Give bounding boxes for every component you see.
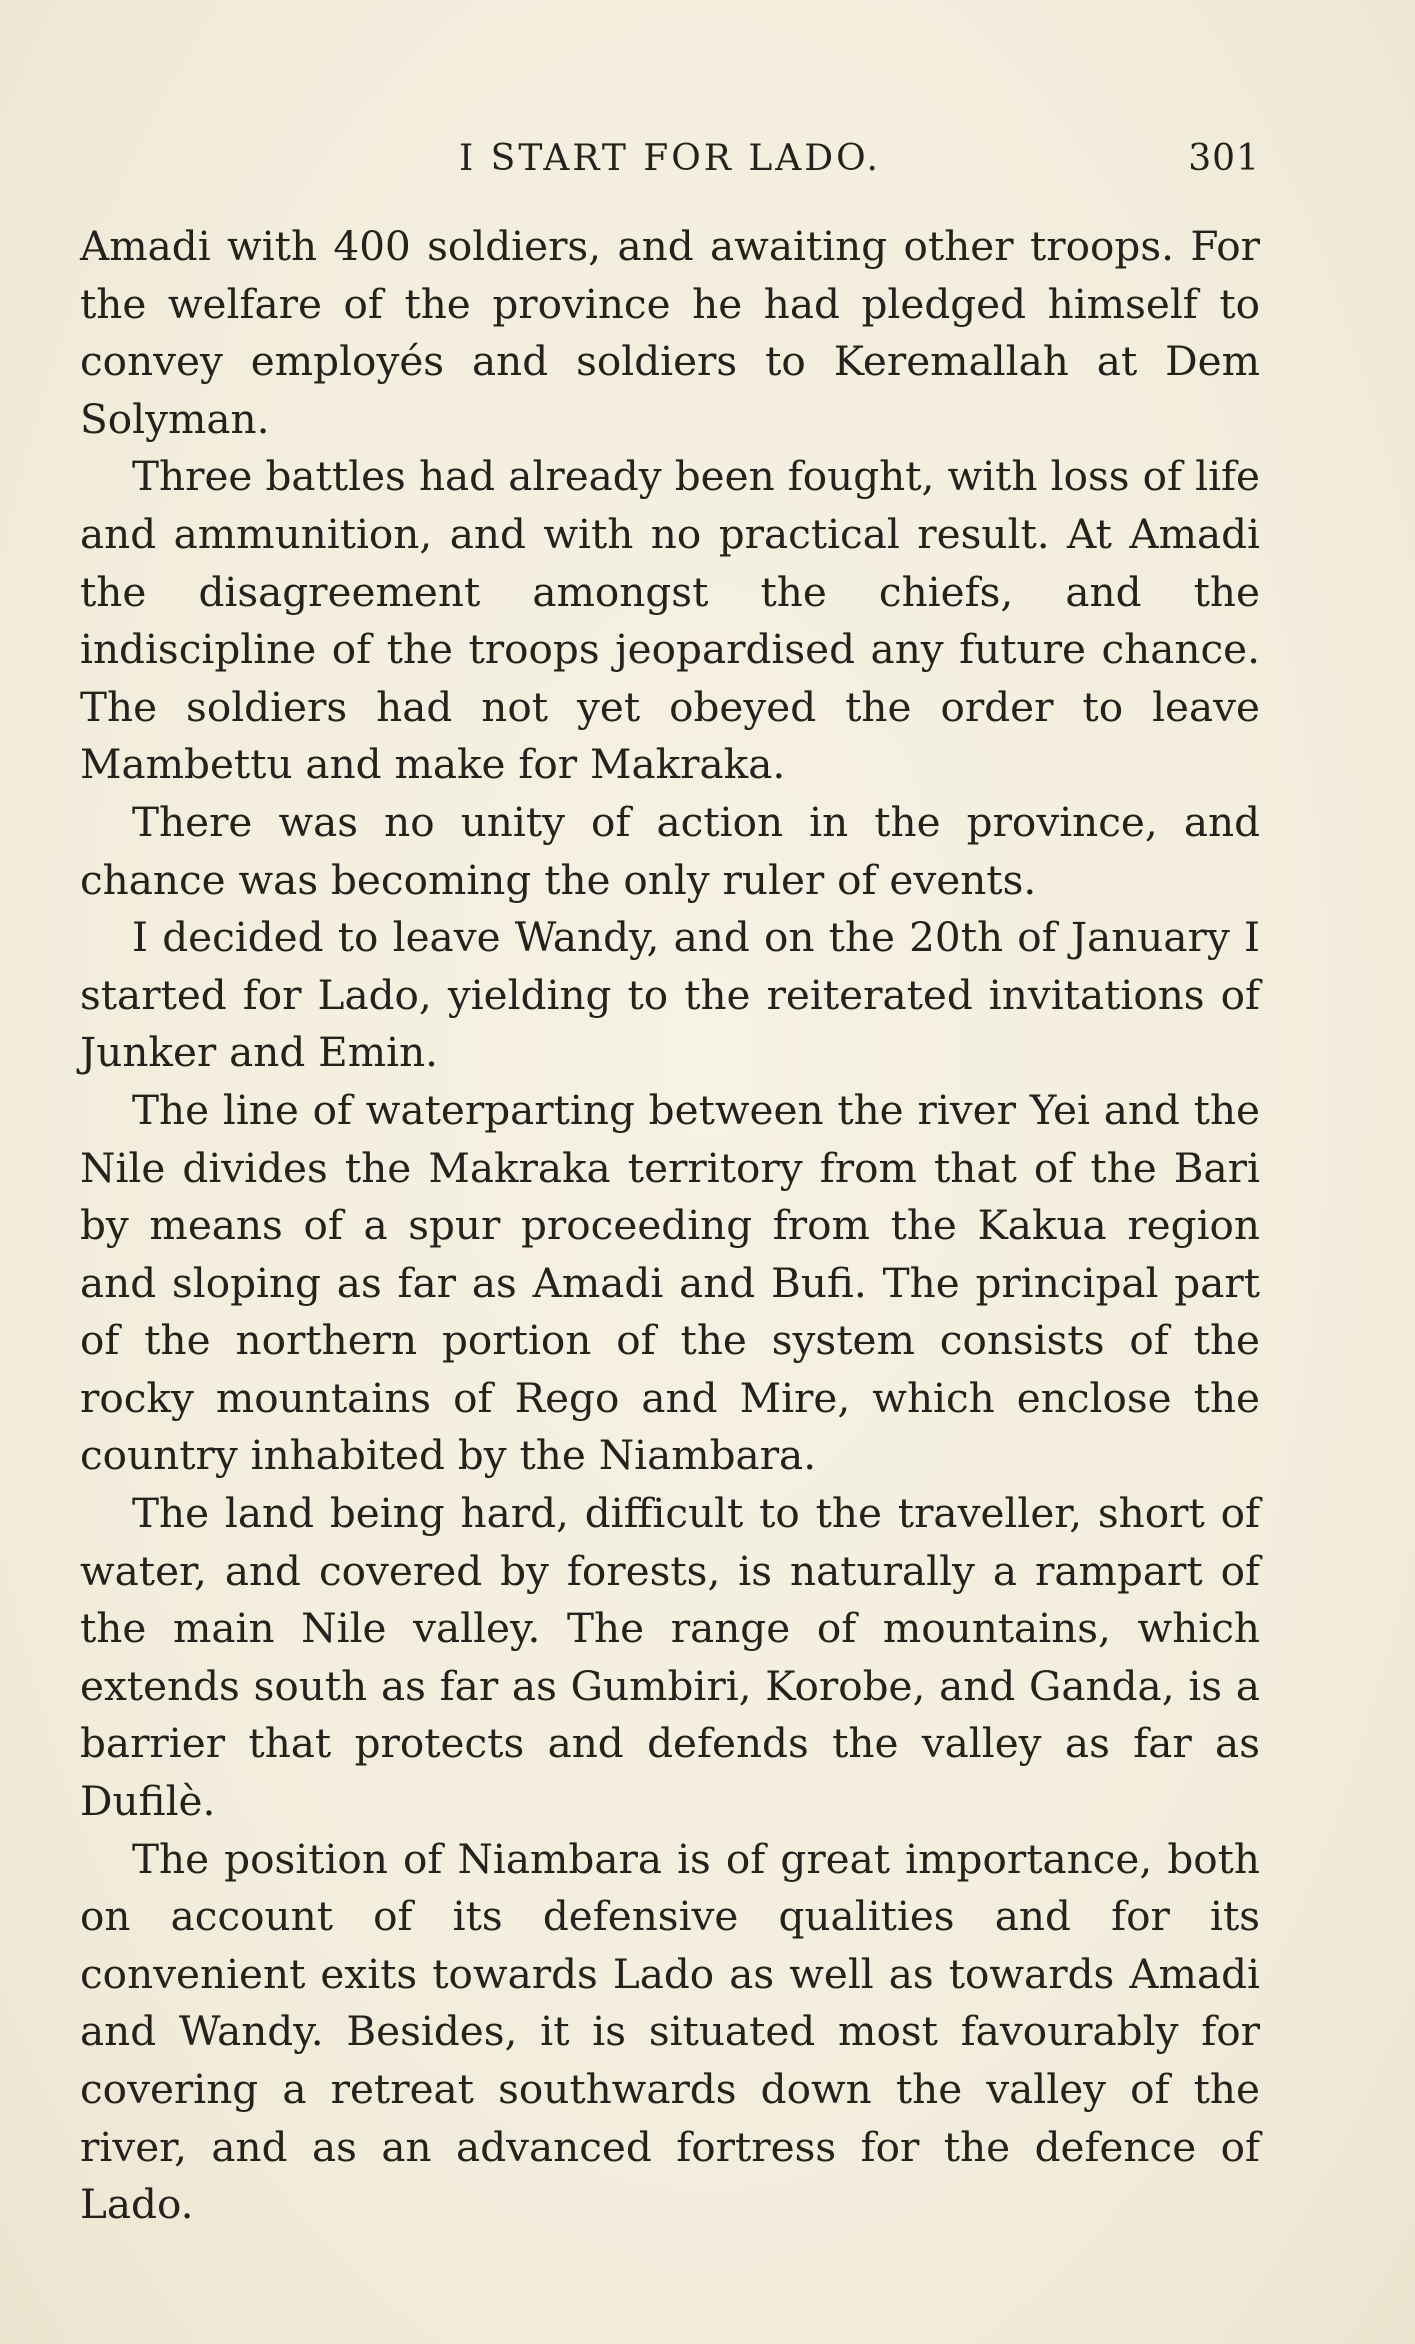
page-number: 301 — [1188, 138, 1260, 179]
paragraph: I decided to leave Wandy, and on the 20th of January I started for Lado, yielding to the reiterated invitations of Junker and Emin. — [80, 913, 1260, 1077]
paragraph-continued: Amadi with 400 soldiers, and awaiting other troops. For the welfare of the province he had pledged himself to convey employés and soldiers to Keremallah at Dem Solyman. — [80, 222, 1260, 443]
paragraph: The line of waterparting between the river Yei and the Nile divides the Makraka territory from that of the Bari by means of a spur proceeding from the Kakua region and sloping as far as Amadi and Bufi. The principal part of the northern portion of the system consists of the rocky mountains of Rego and Mire, which enclose the country inhabited by the Niambara. — [80, 1085, 1260, 1480]
running-head — [80, 138, 1260, 188]
chapter-running-title: I START FOR LADO. — [459, 138, 881, 179]
body-text — [80, 218, 1260, 2234]
paragraph: The position of Niambara is of great importance, both on account of its defensive qualities and for its convenient exits towards Lado as well as towards Amadi and Wandy. Besides, it is situated most favourably for covering a retreat southwards down the valley of the river, and as an advanced fortress for the defence of Lado. — [80, 1834, 1260, 2229]
paragraph: Three battles had already been fought, with loss of life and ammunition, and with no practical result. At Amadi the disagreement amongst the chiefs, and the indiscipline of the troops jeopardised any future chance. The soldiers had not yet obeyed the order to leave Mambettu and make for Makraka. — [80, 452, 1260, 789]
paragraph: There was no unity of action in the province, and chance was becoming the only ruler of events. — [80, 797, 1260, 904]
paragraph: The land being hard, difficult to the traveller, short of water, and covered by forests, is naturally a rampart of the main Nile valley. The range of mountains, which extends south as far as Gumbiri, Korobe, and Ganda, is a barrier that protects and defends the valley as far as Dufilè. — [80, 1489, 1260, 1826]
